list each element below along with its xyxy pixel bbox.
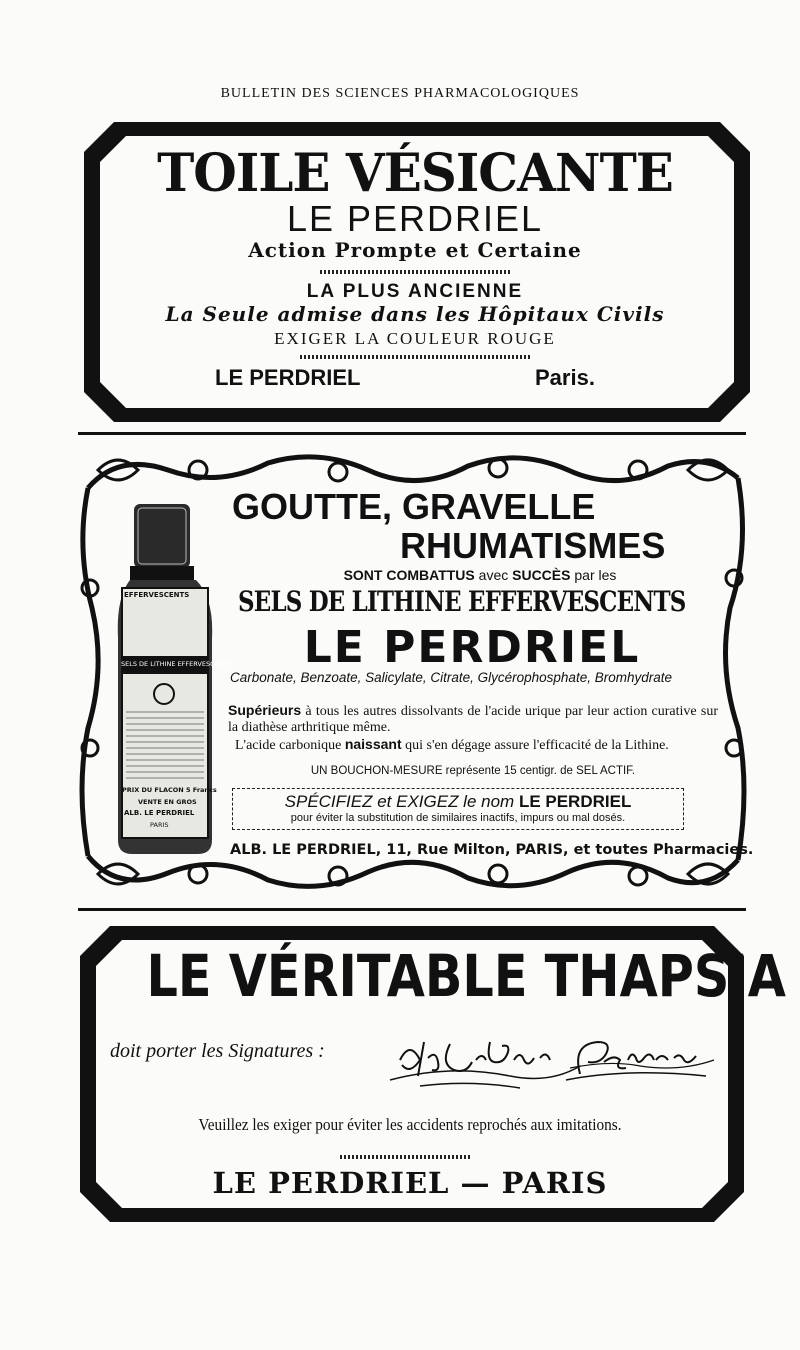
ad2-body-text1: à tous les autres dissolvants de l'acide urique par leur action curative sur la diathèse arthritique même. bbox=[228, 704, 718, 735]
ad2-salts: SELS DE LITHINE EFFERVESCENTS bbox=[238, 585, 686, 618]
ad2-body bbox=[228, 702, 718, 754]
bottle-label-city: PARIS bbox=[150, 821, 169, 829]
bottle-label-top: EFFERVESCENTS bbox=[124, 591, 190, 599]
ad1-brand: LE PERDRIEL bbox=[286, 198, 544, 239]
bottle-label-sale: VENTE EN GROS bbox=[138, 798, 197, 806]
ad3-title: LE VÉRITABLE THAPSIA bbox=[146, 942, 786, 1010]
ad3-require: Veuillez les exiger pour éviter les accidents reprochés aux imitations. bbox=[198, 1115, 622, 1134]
ad1-footer-city: Paris. bbox=[535, 365, 595, 390]
wavy-divider bbox=[300, 355, 530, 359]
ad2-body-bold1: Supérieurs bbox=[228, 702, 302, 718]
ad2-body-text2: L'acide carbonique bbox=[235, 738, 345, 753]
ad2-specify-a: SPÉCIFIEZ et EXIGEZ le nom bbox=[284, 792, 519, 811]
bottle-label-maker: ALB. LE PERDRIEL bbox=[124, 809, 195, 817]
ad1-only-admitted: La Seule admise dans les Hôpitaux Civils bbox=[165, 302, 665, 326]
ad2-fought-c: SUCCÈS bbox=[512, 567, 571, 583]
ad2-body-text3: qui s'en dégage assure l'efficacité de la Lithine. bbox=[401, 738, 669, 753]
handwritten-signatures bbox=[390, 1030, 720, 1100]
ad2-brand: LE PERDRIEL bbox=[303, 622, 641, 673]
ad2-fought-a: SONT COMBATTUS bbox=[343, 567, 475, 583]
ad1-slogan: Action Prompte et Certaine bbox=[248, 238, 582, 262]
ad2-compounds: Carbonate, Benzoate, Salicylate, Citrate, Glycérophosphate, Bromhydrate bbox=[230, 670, 672, 685]
bottle-label-price: PRIX DU FLACON 5 Francs bbox=[122, 786, 217, 794]
wavy-divider bbox=[320, 270, 510, 274]
ad2-specify bbox=[232, 792, 684, 812]
ad2-title-line1: GOUTTE, GRAVELLE bbox=[232, 486, 596, 527]
ad1-footer-brand: LE PERDRIEL bbox=[215, 365, 361, 390]
ad2-fought-b: avec bbox=[474, 567, 513, 583]
wavy-divider bbox=[340, 1155, 470, 1159]
ad3-footer: LE PERDRIEL — PARIS bbox=[212, 1166, 608, 1200]
horizontal-rule bbox=[78, 908, 746, 911]
ad1-color-note: EXIGER LA COULEUR ROUGE bbox=[274, 329, 556, 348]
page-header: BULLETIN DES SCIENCES PHARMACOLOGIQUES bbox=[220, 86, 580, 101]
ad2-fought-line bbox=[230, 567, 730, 583]
ad1-oldest: LA PLUS ANCIENNE bbox=[306, 281, 524, 302]
ad2-avoid: pour éviter la substitution de similaires inactifs, impurs ou mal dosés. bbox=[290, 812, 626, 824]
bottle-label-band: SELS DE LITHINE EFFERVESCENTS bbox=[121, 660, 232, 668]
ad2-address: ALB. LE PERDRIEL, 11, Rue Milton, PARIS, et toutes Pharmacies. bbox=[230, 842, 754, 858]
ad1-title: TOILE VÉSICANTE bbox=[157, 141, 673, 204]
ad2-title-line2: RHUMATISMES bbox=[400, 525, 666, 566]
ad2-measure: UN BOUCHON-MESURE représente 15 centigr. de SEL ACTIF. bbox=[310, 765, 636, 777]
ad3-signature-label: doit porter les Signatures : bbox=[110, 1040, 325, 1062]
ad2-fought-d: par les bbox=[570, 567, 617, 583]
ad2-specify-b: LE PERDRIEL bbox=[518, 792, 632, 811]
horizontal-rule bbox=[78, 432, 746, 435]
ad2-body-bold2: naissant bbox=[344, 736, 402, 752]
